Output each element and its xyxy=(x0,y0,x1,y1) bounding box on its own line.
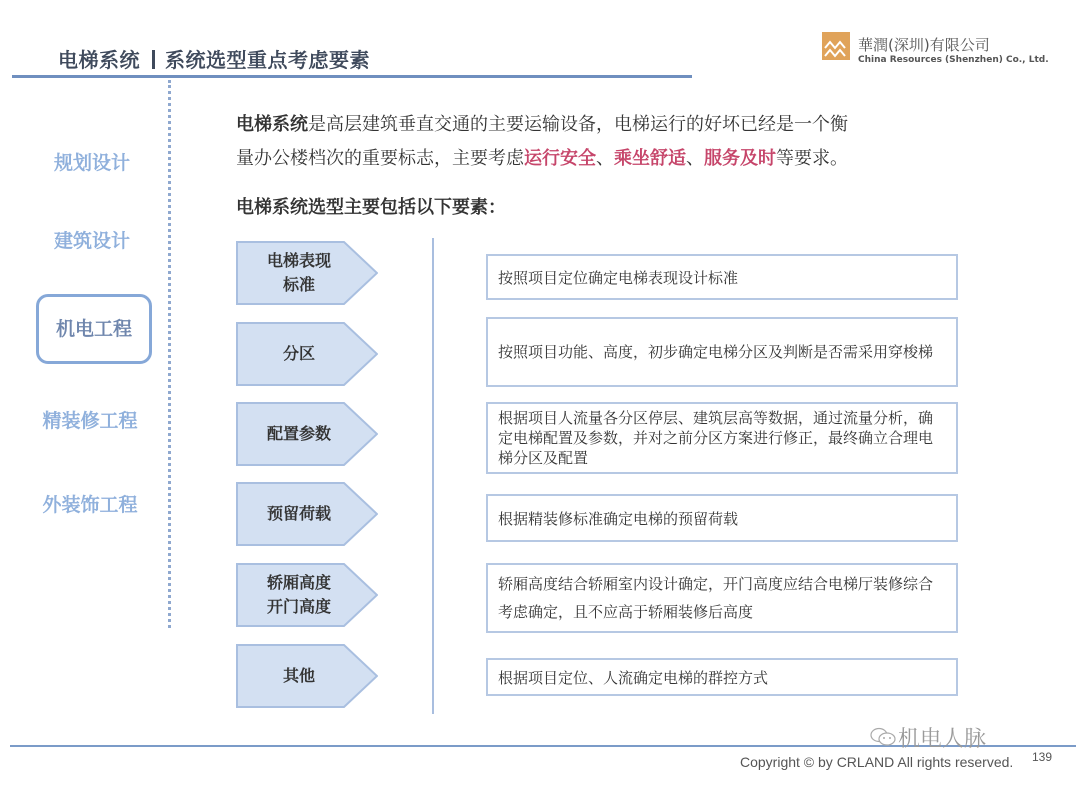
sidebar-item-interior-finishing[interactable]: 精装修工程 xyxy=(42,410,138,432)
intro-paragraph xyxy=(236,108,956,176)
factor-label: 其他 xyxy=(282,666,315,685)
factor-description-text: 轿厢高度结合轿厢室内设计确定，开门高度应结合电梯厅装修综合考虑确定，且不应高于轿厢装修后高度 xyxy=(498,575,934,621)
factor-description xyxy=(486,317,958,387)
factors-divider xyxy=(432,238,434,714)
factor-description-text: 按照项目功能、高度，初步确定电梯分区及判断是否需采用穿梭梯 xyxy=(498,343,934,361)
page-number: 139 xyxy=(1032,750,1053,764)
intro-text-1: 是高层建筑垂直交通的主要运输设备，电梯运行的好坏已经是一个衡 xyxy=(308,114,848,135)
factor-chevron xyxy=(236,402,378,466)
highlight-service: 服务及时 xyxy=(704,148,776,169)
company-logo xyxy=(822,28,1049,76)
factor-description xyxy=(486,494,958,542)
factor-description xyxy=(486,658,958,696)
factor-description-text: 根据精装修标准确定电梯的预留荷载 xyxy=(498,509,739,528)
factor-chevron xyxy=(236,563,378,627)
header-divider xyxy=(12,75,692,78)
sep: 、 xyxy=(686,148,704,169)
factor-label: 分区 xyxy=(282,344,315,363)
logo-english-name: China Resources (Shenzhen) Co., Ltd. xyxy=(858,55,1049,65)
intro-text-2: 量办公楼档次的重要标志，主要考虑 xyxy=(236,148,524,169)
factor-description-text: 按照项目定位确定电梯表现设计标准 xyxy=(498,268,739,287)
highlight-safety: 运行安全 xyxy=(524,148,596,169)
sidebar-divider xyxy=(168,80,171,628)
intro-lead: 电梯系统 xyxy=(236,114,308,135)
watermark-text: 机电人脉 xyxy=(898,727,987,752)
factor-description xyxy=(486,254,958,300)
factor-chevron xyxy=(236,322,378,386)
factor-label: 标准 xyxy=(282,275,315,294)
logo-chinese-name: 華潤(深圳)有限公司 xyxy=(858,36,990,54)
sidebar-item-planning-design[interactable]: 规划设计 xyxy=(53,152,130,174)
wechat-icon xyxy=(870,727,896,747)
title-separator xyxy=(152,50,155,69)
highlight-comfort: 乘坐舒适 xyxy=(614,148,686,169)
copyright-text: Copyright © by CRLAND All rights reserved. xyxy=(740,754,1014,770)
title-sub: 系统选型重点考虑要素 xyxy=(165,48,370,72)
logo-mark-icon xyxy=(822,32,850,60)
factor-label: 电梯表现 xyxy=(266,251,331,270)
sidebar-item-mep-engineering[interactable]: 机电工程 xyxy=(36,294,152,364)
factor-chevron xyxy=(236,644,378,708)
factor-label: 配置参数 xyxy=(266,424,331,443)
title-main: 电梯系统 xyxy=(58,48,140,72)
factor-description xyxy=(486,402,958,474)
factor-chevron xyxy=(236,482,378,546)
factor-description xyxy=(486,563,958,633)
factor-description-text: 根据项目人流量各分区停层、建筑层高等数据，通过流量分析，确定电梯配置及参数，并对之前分区方案进行修正，最终确立合理电梯分区及配置 xyxy=(498,409,934,467)
intro-text-3: 等要求。 xyxy=(776,148,848,169)
sidebar-item-architectural-design[interactable]: 建筑设计 xyxy=(53,230,130,252)
factor-label: 开门高度 xyxy=(266,597,331,616)
factor-chevron xyxy=(236,241,378,305)
factors-heading: 电梯系统选型主要包括以下要素： xyxy=(236,197,506,218)
factor-label: 预留荷载 xyxy=(266,504,331,523)
sep: 、 xyxy=(596,148,614,169)
page-title xyxy=(58,44,370,73)
factor-label: 轿厢高度 xyxy=(266,573,331,592)
sidebar-item-exterior-decoration[interactable]: 外装饰工程 xyxy=(42,494,138,516)
factor-description-text: 根据项目定位、人流确定电梯的群控方式 xyxy=(498,668,769,687)
